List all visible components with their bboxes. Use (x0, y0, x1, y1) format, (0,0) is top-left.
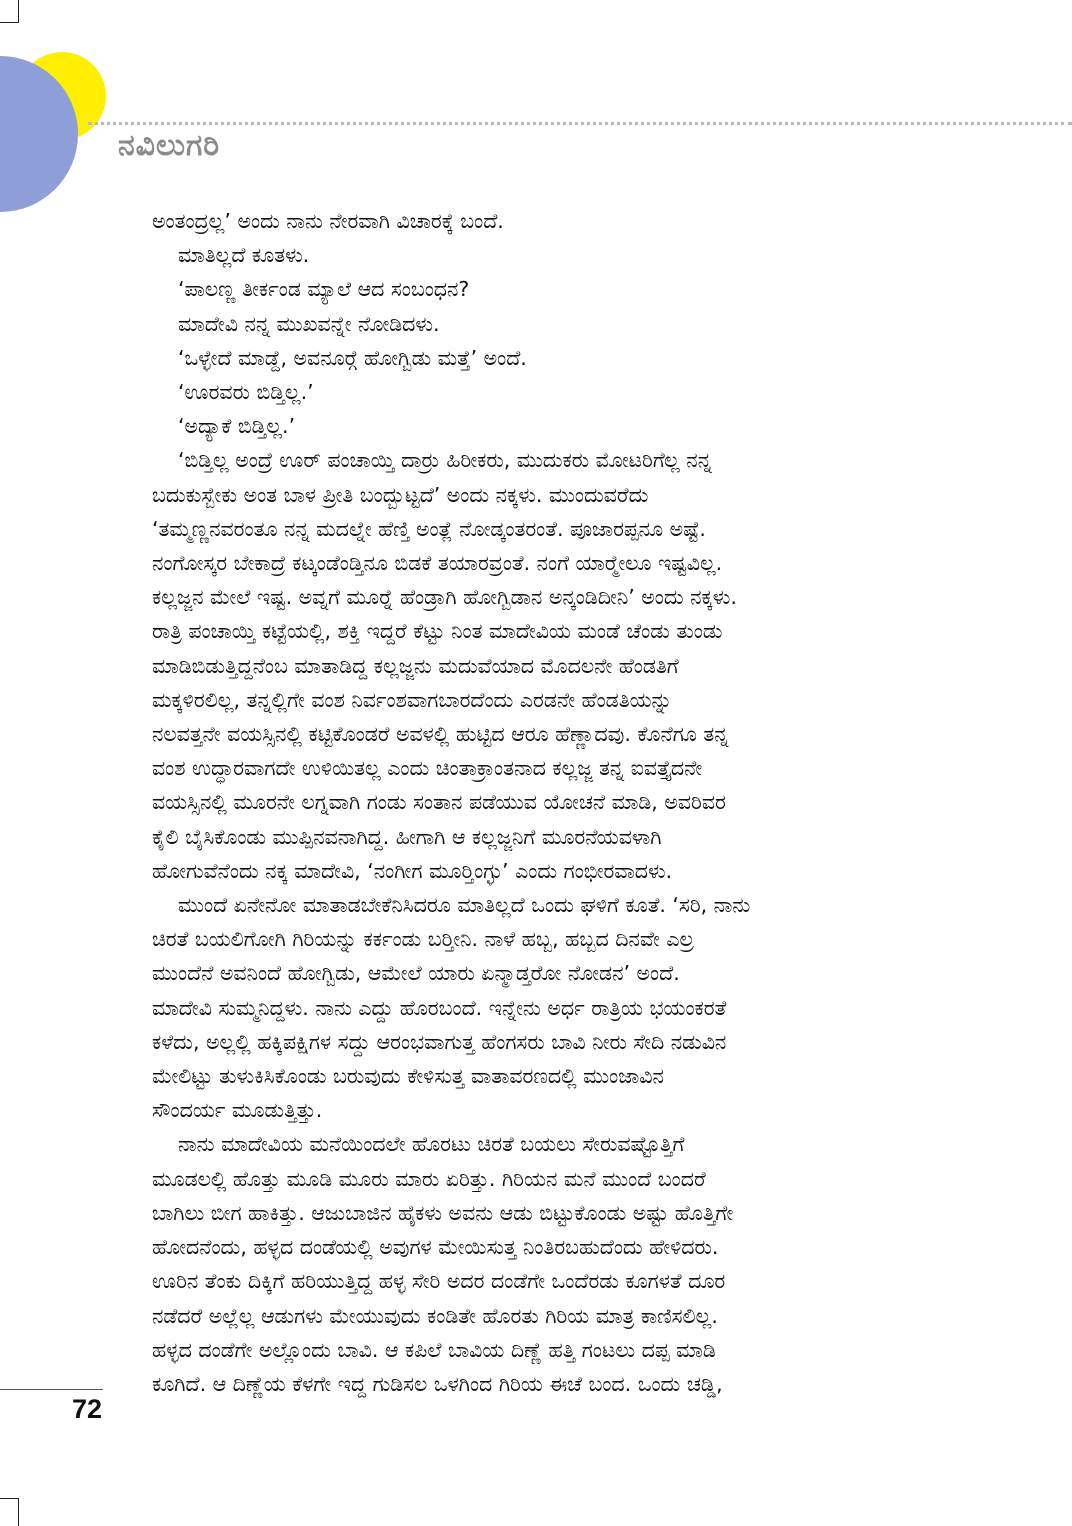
text-line: ಕಲ್ಲಜ್ಜನ ಮೇಲೆ ಇಷ್ಟ. ಅವ್ನಗೆ ಮೂರ್‍ನೆ ಹೆಂಡ್ರಾಗಿ ಹೋಗ್ಬಿಡಾನ ಅನ್ಕಂಡಿದೀನಿ’ ಅಂದು ನಕ್ಕಳು. (152, 585, 737, 610)
page-number: 72 (72, 1394, 103, 1424)
text-line: ಮುಂದೆ ಏನೇನೋ ಮಾತಾಡಬೇಕೆನಿಸಿದರೂ ಮಾತಿಲ್ಲದೆ ಒಂದು ಘಳಿಗೆ ಕೂತೆ. ‘ಸರಿ, ನಾನು (178, 893, 751, 918)
text-line: ‘ಬಿಡ್ತಿಲ್ಲ ಅಂದ್ರೆ ಊರ್ ಪಂಚಾಯ್ತಿ ದಾರ್‍ರು ಹಿರೀಕರು, ಮುದುಕರು ಮೋಟರಿಗೆಲ್ಲ ನನ್ನ (178, 448, 712, 473)
text-line: ನಂಗೋಸ್ಕರ ಬೇಕಾದ್ರೆ ಕಟ್ಕಂಡೆಂಡ್ತಿನೂ ಬಿಡಕೆ ತಯಾರವ್ರಂತೆ. ನಂಗೆ ಯಾರ್‍ಮೇಲೂ ಇಷ್ಟವಿಲ್ಲ. (152, 551, 723, 576)
text-line: ವಯಸ್ಸಿನಲ್ಲಿ ಮೂರನೇ ಲಗ್ನವಾಗಿ ಗಂಡು ಸಂತಾನ ಪಡೆಯುವ ಯೋಚನೆ ಮಾಡಿ, ಅವರಿವರ (152, 790, 726, 815)
crop-mark-top (0, 0, 19, 23)
text-line: ‘ತಮ್ಮಣ್ಣನವರಂತೂ ನನ್ನ ಮದಲ್ನೇ ಹೆಣ್ತಿ ಅಂತ್ಲೆ ನೋಡ್ಕಂತರಂತೆ. ಪೂಜಾರಪ್ಪನೂ ಅಷ್ಟೆ. (152, 516, 706, 541)
text-line: ಕೈಲಿ ಬೈಸಿಕೊಂಡು ಮುಪ್ಪಿನವನಾಗಿದ್ದ. ಹೀಗಾಗಿ ಆ ಕಲ್ಲಜ್ಜನಿಗೆ ಮೂರನೆಯವಳಾಗಿ (152, 824, 662, 849)
text-line: ಮುಂದೆನೆ ಅವನಿಂದೆ ಹೋಗ್ಬಿಡು, ಆಮೇಲೆ ಯಾರು ಏನ್ಮಾಡ್ತರೋ ನೋಡನ’ ಅಂದೆ. (152, 961, 680, 986)
text-line: ಹೋಗುವೆನೆಂದು ನಕ್ಕ ಮಾದೇವಿ, ‘ನಂಗೀಗ ಮೂರ್‍ತಿಂಗ್ಳು’ ಎಂದು ಗಂಭೀರವಾದಳು. (152, 858, 673, 883)
corner-decoration (0, 52, 110, 212)
text-line: ಕಳೆದು, ಅಲ್ಲಲ್ಲಿ ಹಕ್ಕಿಪಕ್ಷಿಗಳ ಸದ್ದು ಆರಂಭವಾಗುತ್ತ ಹೆಂಗಸರು ಬಾವಿ ನೀರು ಸೇದಿ ನಡುವಿನ (152, 1029, 727, 1054)
text-line: ಮಾಡಿಬಿಡುತ್ತಿದ್ದನೆಂಬ ಮಾತಾಡಿದ್ದ ಕಲ್ಲಜ್ಜನು ಮದುವೆಯಾದ ಮೊದಲನೇ ಹೆಂಡತಿಗೆ (152, 653, 679, 678)
text-line: ‘ಊರವರು ಬಿಡ್ತಿಲ್ಲ.’ (178, 380, 314, 405)
text-line: ಮಕ್ಕಳಿರಲಿಲ್ಲ, ತನ್ನಲ್ಲಿಗೇ ವಂಶ ನಿರ್ವಂಶವಾಗಬಾರದೆಂದು ಎರಡನೇ ಹೆಂಡತಿಯನ್ನು (152, 687, 673, 712)
text-line: ‘ಒಳ್ಳೇದೆ ಮಾಡ್ದೆ, ಅವನೂರ್‍ಗೆ ಹೋಗ್ಬಿಡು ಮತ್ತೆ’ ಅಂದೆ. (178, 345, 527, 370)
text-line: ಮೇಲಿಟ್ಟು ತುಳುಕಿಸಿಕೊಂಡು ಬರುವುದು ಕೇಳಿಸುತ್ತ ವಾತಾವರಣದಲ್ಲಿ ಮುಂಜಾವಿನ (152, 1064, 664, 1089)
text-line: ಅಂತಂದ್ರಲ್ಲ’ ಅಂದು ನಾನು ನೇರವಾಗಿ ವಿಚಾರಕ್ಕೆ ಬಂದೆ. (152, 209, 504, 233)
text-line: ಬಾಗಿಲು ಬೀಗ ಹಾಕಿತ್ತು. ಆಜುಬಾಜಿನ ಹೈಕಳು ಅವನು ಆಡು ಬಿಟ್ಟುಕೊಂಡು ಅಷ್ಟು ಹೊತ್ತಿಗೇ (152, 1200, 734, 1225)
text-line: ನಲವತ್ತನೇ ವಯಸ್ಸಿನಲ್ಲಿ ಕಟ್ಟಿಕೊಂಡರೆ ಅವಳಲ್ಲಿ ಹುಟ್ಟಿದ ಆರೂ ಹೆಣ್ಣಾದವು. ಕೊನೆಗೂ ತನ್ನ (152, 722, 729, 747)
header-dotted-rule (88, 122, 1072, 125)
text-line: ಹೋದನೆಂದು, ಹಳ್ಳದ ದಂಡೆಯಲ್ಲಿ ಅವುಗಳ ಮೇಯಿಸುತ್ತ ನಿಂತಿರಬಹುದೆಂದು ಹೇಳಿದರು. (152, 1235, 719, 1260)
text-line: ರಾತ್ರಿ ಪಂಚಾಯ್ತಿ ಕಟ್ಟೆಯಲ್ಲಿ, ಶಕ್ತಿ ಇದ್ದರೆ ಕೆಟ್ಟು ನಿಂತ ಮಾದೇವಿಯ ಮಂಡೆ ಚೆಂಡು ತುಂಡು (152, 619, 723, 644)
text-line: ‘ಪಾಲಣ್ಣ ತೀರ್ಕಂಡ ಮ್ಯಾಲೆ ಆದ ಸಂಬಂಧನ? (178, 277, 470, 302)
text-line: ಕೂಗಿದೆ. ಆ ದಿಣ್ಣೆಯ ಕೆಳಗೇ ಇದ್ದ ಗುಡಿಸಲ ಒಳಗಿಂದ ಗಿರಿಯ ಈಚೆ ಬಂದ. ಒಂದು ಚಡ್ಡಿ, (152, 1371, 723, 1396)
crop-mark-bottom (0, 1498, 19, 1526)
text-line: ಸೌಂದರ್ಯ ಮೂಡುತ್ತಿತ್ತು. (152, 1098, 323, 1123)
text-line: ನಡೆದರೆ ಅಲ್ಲೆಲ್ಲ ಆಡುಗಳು ಮೇಯುವುದು ಕಂಡಿತೇ ಹೊರತು ಗಿರಿಯ ಮಾತ್ರ ಕಾಣಿಸಲಿಲ್ಲ. (152, 1303, 718, 1328)
text-line: ಬದುಕುಸ್ಬೇಕು ಅಂತ ಬಾಳ ಪ್ರೀತಿ ಬಂದ್ಬುಟ್ಟದೆ’ ಅಂದು ನಕ್ಕಳು. ಮುಂದುವರೆದು (152, 482, 649, 507)
text-line: ‘ಅದ್ಯಾಕೆ ಬಿಡ್ತಿಲ್ಲ.’ (178, 414, 296, 439)
footer-rule (0, 1389, 103, 1390)
text-line: ಮೂಡಲಲ್ಲಿ ಹೊತ್ತು ಮೂಡಿ ಮೂರು ಮಾರು ಏರಿತ್ತು. ಗಿರಿಯನ ಮನೆ ಮುಂದೆ ಬಂದರೆ (152, 1166, 706, 1191)
text-line: ಹಳ್ಳದ ದಂಡೆಗೇ ಅಲ್ಲೊಂದು ಬಾವಿ. ಆ ಕಪಿಲೆ ಬಾವಿಯ ದಿಣ್ಣೆ ಹತ್ತಿ ಗಂಟಲು ದಪ್ಪ ಮಾಡಿ (152, 1337, 716, 1362)
text-line: ಚಿರತೆ ಬಯಲಿಗೋಗಿ ಗಿರಿಯನ್ನು ಕರ್ಕಂಡು ಬರ್‍ತೀನಿ. ನಾಳೆ ಹಬ್ಬ, ಹಬ್ಬದ ದಿನವೇ ಎಲ್ರ (152, 927, 694, 952)
text-line: ಮಾದೇವಿ ನನ್ನ ಮುಖವನ್ನೇ ನೋಡಿದಳು. (178, 311, 440, 336)
text-line: ವಂಶ ಉದ್ಧಾರವಾಗದೇ ಉಳಿಯಿತಲ್ಲ ಎಂದು ಚಿಂತಾಕ್ರಾಂತನಾದ ಕಲ್ಲಜ್ಜ ತನ್ನ ಐವತ್ತೈದನೇ (152, 756, 703, 781)
text-line: ಮಾದೇವಿ ಸುಮ್ಮನಿದ್ದಳು. ನಾನು ಎದ್ದು ಹೊರಬಂದೆ. ಇನ್ನೇನು ಅರ್ಧ ರಾತ್ರಿಯ ಭಯಂಕರತೆ (152, 995, 727, 1020)
running-header-title: ನವಿಲುಗರಿ (118, 128, 221, 163)
text-line: ಮಾತಿಲ್ಲದೆ ಕೂತಳು. (178, 243, 310, 268)
body-text (152, 204, 912, 1401)
text-line: ನಾನು ಮಾದೇವಿಯ ಮನೆಯಿಂದಲೇ ಹೊರಟು ಚಿರತೆ ಬಯಲು ಸೇರುವಷ್ಟೊತ್ತಿಗೆ (178, 1132, 685, 1157)
text-line: ಊರಿನ ತೆಂಕು ದಿಕ್ಕಿಗೆ ಹರಿಯುತ್ತಿದ್ದ ಹಳ್ಳ ಸೇರಿ ಅದರ ದಂಡೆಗೇ ಒಂದೆರಡು ಕೂಗಳತೆ ದೂರ (152, 1269, 726, 1294)
